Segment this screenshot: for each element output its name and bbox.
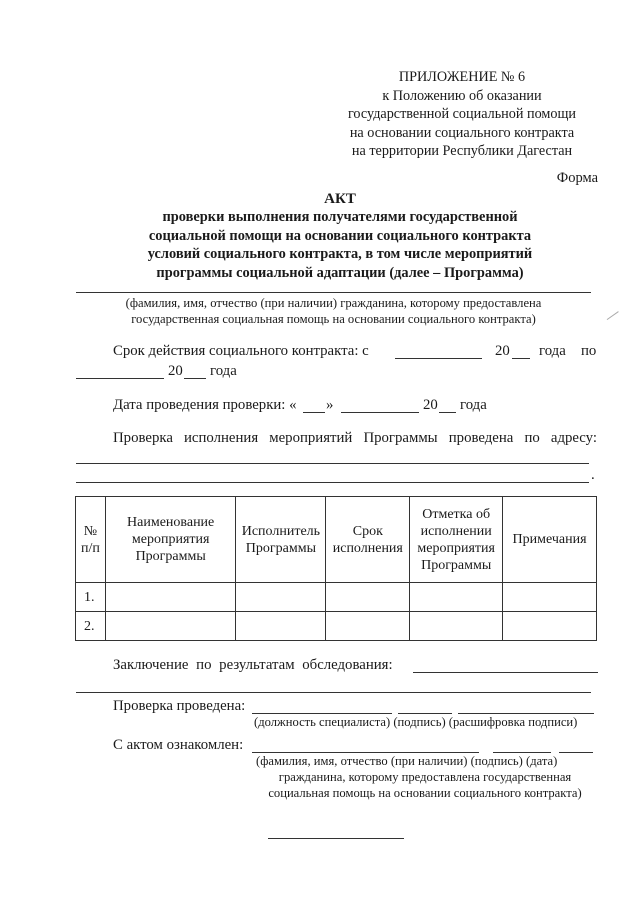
act-title-line-4: программы социальной адаптации (далее – Программа): [156, 264, 524, 281]
address-line-1[interactable]: [76, 463, 589, 464]
check-date-close-quote: »: [326, 397, 334, 413]
check-month-field[interactable]: [341, 412, 419, 413]
check-day-field[interactable]: [303, 412, 325, 413]
recipient-caption-2: государственная социальная помощь на основании социального контракта): [131, 312, 536, 326]
contract-term-label: Срок действия социального контракта: с: [113, 343, 369, 359]
checked-by-caption: (должность специалиста) (подпись) (расшифровка подписи): [254, 715, 578, 729]
row-mark-cell[interactable]: [410, 612, 503, 641]
row-number: 2.: [76, 612, 106, 641]
contract-end-year-word: года: [210, 363, 237, 379]
act-title-line-1: проверки выполнения получателями государственной: [162, 209, 518, 226]
row-number: 1.: [76, 583, 106, 612]
program-table: [75, 496, 597, 641]
contract-to-word: по: [581, 343, 597, 359]
contract-end-year-prefix: 20: [168, 363, 183, 379]
act-heading: АКТ: [324, 191, 356, 207]
conclusion-field-1[interactable]: [413, 672, 598, 673]
scan-mark: [607, 311, 620, 321]
row-mark-cell[interactable]: [410, 583, 503, 612]
row-notes-cell[interactable]: [503, 612, 597, 641]
row-executor-cell[interactable]: [236, 583, 326, 612]
header-notes: Примечания: [503, 497, 597, 583]
row-deadline-cell[interactable]: [326, 583, 410, 612]
act-title-line-3: условий социального контракта, в том числе мероприятий: [147, 246, 533, 263]
acquainted-caption-1: (фамилия, имя, отчество (при наличии) (подпись) (дата): [256, 754, 558, 768]
recipient-name-line[interactable]: [76, 292, 591, 293]
row-activity-cell[interactable]: [105, 583, 236, 612]
form-label: Форма: [556, 170, 598, 186]
specialist-position-field[interactable]: [252, 713, 392, 714]
contract-start-year-word: года: [539, 343, 566, 359]
address-end-dot: .: [591, 467, 595, 483]
act-title-line-2: социальной помощи на основании социального контракта: [148, 227, 532, 244]
header-activity-name: Наименование мероприятия Программы: [105, 497, 236, 583]
annex-line-1: к Положению об оказании: [382, 87, 542, 104]
contract-start-date-field[interactable]: [395, 358, 482, 359]
table-row: [76, 583, 597, 612]
annex-line-4: на территории Республики Дагестан: [351, 143, 573, 160]
check-year-prefix: 20: [423, 397, 438, 413]
header-deadline: Срок исполнения: [326, 497, 410, 583]
acquainted-caption-3: социальная помощь на основании социального контракта): [268, 786, 582, 800]
contract-end-year-field[interactable]: [184, 378, 206, 379]
contract-end-date-field[interactable]: [76, 378, 164, 379]
address-label: Проверка исполнения мероприятий Программы проведена по адресу:: [113, 430, 597, 446]
act-title: [90, 190, 590, 282]
recipient-caption-1: (фамилия, имя, отчество (при наличии) гражданина, которому предоставлена: [125, 296, 542, 310]
conclusion-label: Заключение по результатам обследования:: [113, 657, 393, 673]
table-row: [76, 612, 597, 641]
acquainted-signature-field[interactable]: [493, 752, 551, 753]
acquainted-date-field[interactable]: [559, 752, 593, 753]
header-executor: Исполнитель Программы: [236, 497, 326, 583]
check-year-word: года: [460, 397, 487, 413]
row-notes-cell[interactable]: [503, 583, 597, 612]
annex-title: ПРИЛОЖЕНИЕ № 6: [398, 69, 526, 85]
specialist-signature-field[interactable]: [398, 713, 452, 714]
conclusion-field-2[interactable]: [76, 692, 591, 693]
check-year-field[interactable]: [439, 412, 456, 413]
table-header-row: [76, 497, 597, 583]
header-completion-mark: Отметка об исполнении мероприятия Программы: [410, 497, 503, 583]
annex-header: [330, 68, 594, 161]
checked-by-label: Проверка проведена:: [113, 698, 246, 714]
address-line-2[interactable]: [76, 482, 589, 483]
annex-line-2: государственной социальной помощи: [347, 106, 577, 123]
row-activity-cell[interactable]: [105, 612, 236, 641]
annex-line-3: на основании социального контракта: [349, 124, 575, 141]
check-date-label: Дата проведения проверки: «: [113, 397, 297, 413]
contract-start-year-prefix: 20: [495, 343, 510, 359]
header-number: № п/п: [76, 497, 106, 583]
contract-start-year-field[interactable]: [512, 358, 530, 359]
acquainted-caption-2: гражданина, которому предоставлена государственная: [278, 770, 572, 784]
specialist-signature-decoding-field[interactable]: [458, 713, 594, 714]
acquainted-label: С актом ознакомлен:: [113, 737, 244, 753]
acquainted-name-field[interactable]: [252, 752, 479, 753]
bottom-signature-line[interactable]: [268, 838, 404, 839]
row-executor-cell[interactable]: [236, 612, 326, 641]
row-deadline-cell[interactable]: [326, 612, 410, 641]
